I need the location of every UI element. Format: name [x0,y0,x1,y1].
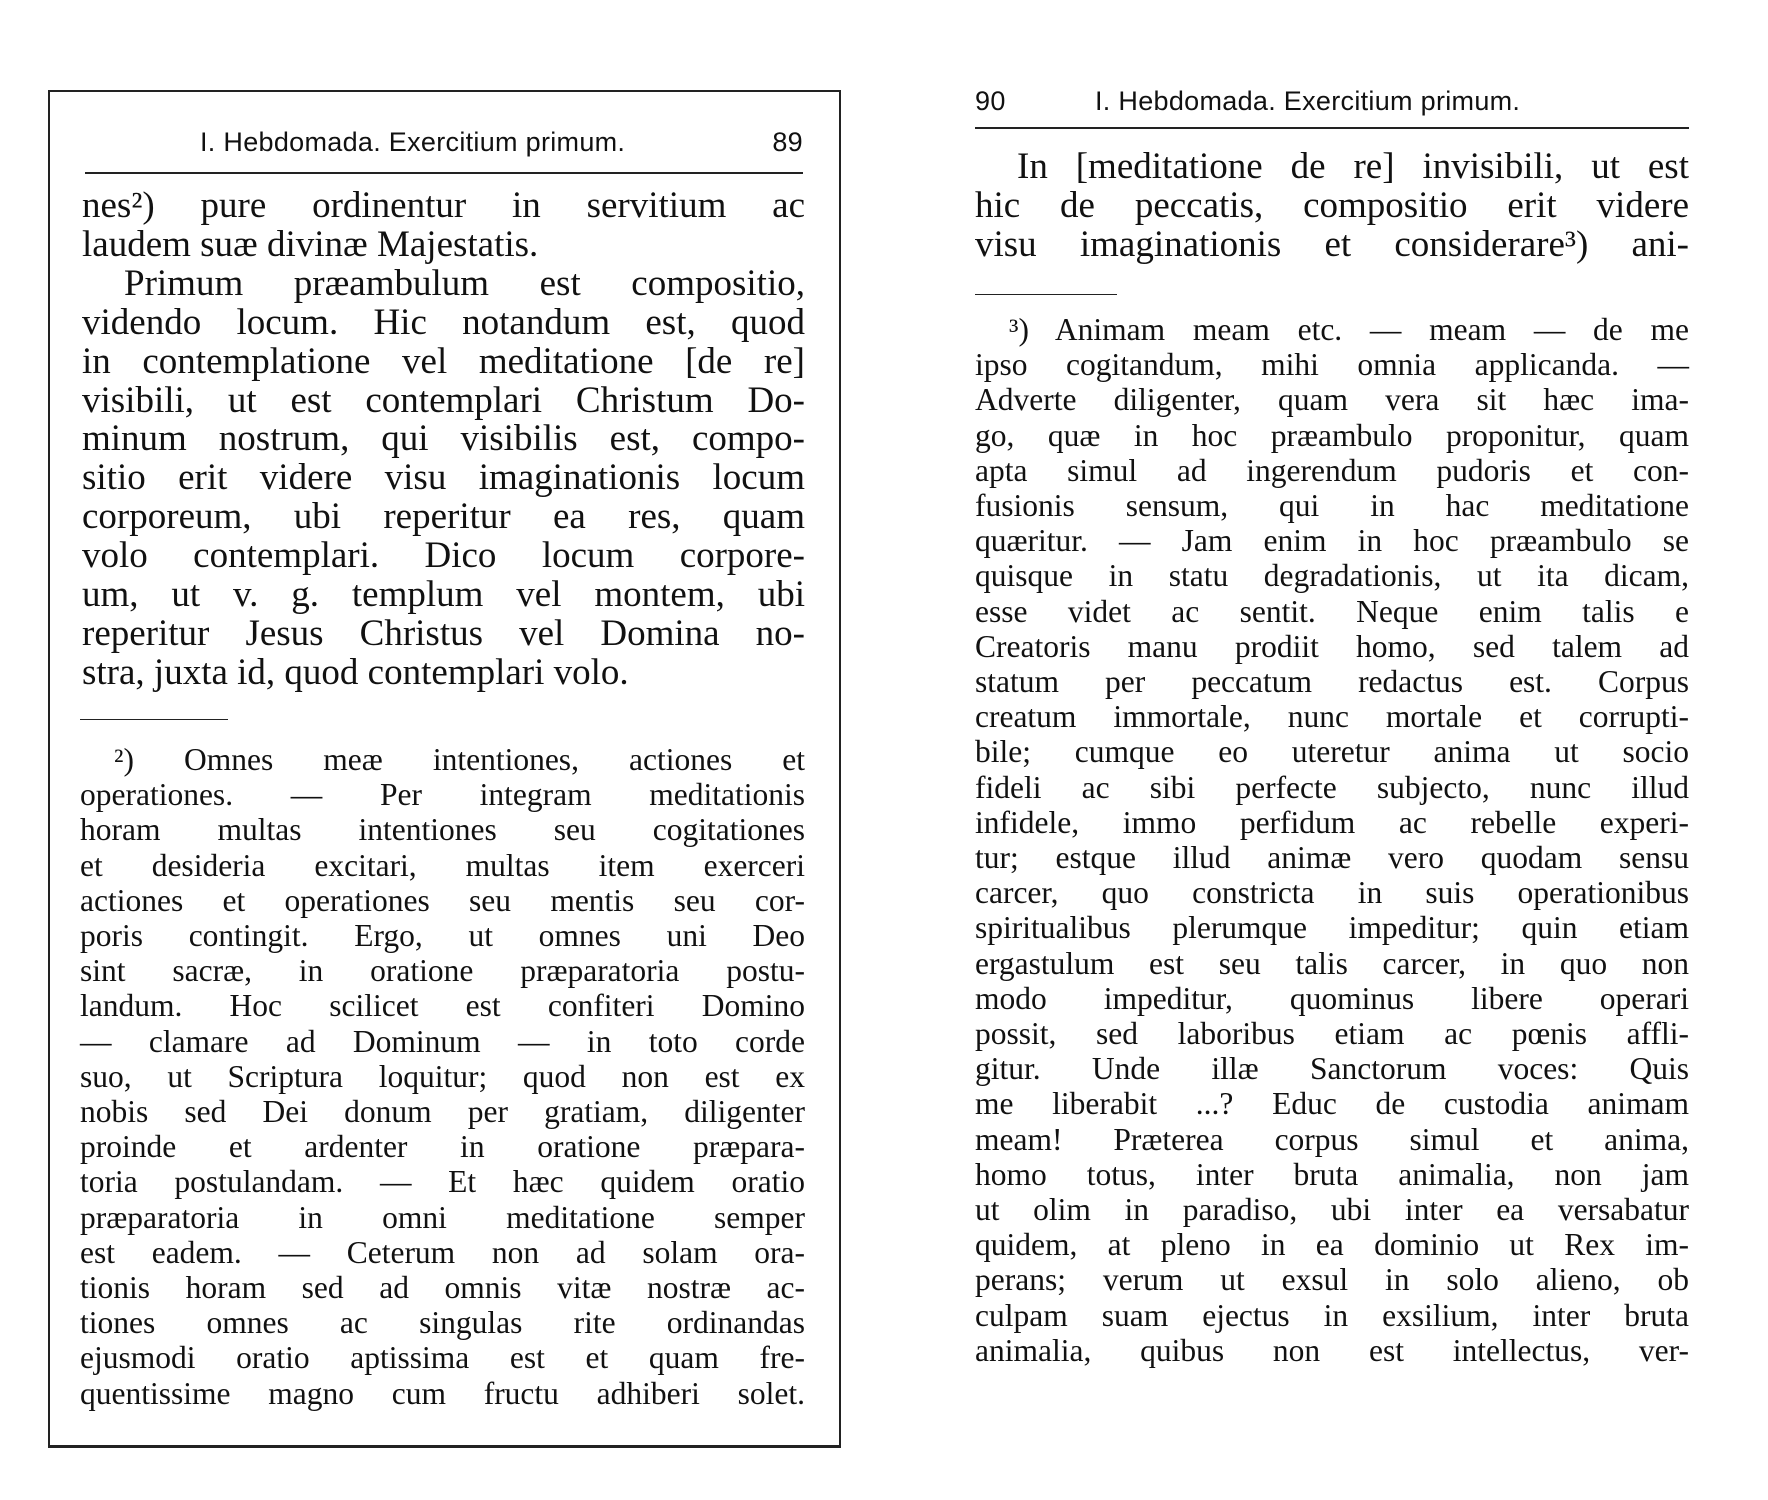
footnote-line: culpam suam ejectus in exsilium, inter bruta [975,1297,1689,1333]
footnote-line: infidele, immo perfidum ac rebelle experi- [975,804,1689,840]
footnote-line: — clamare ad Dominum — in toto corde [80,1023,805,1059]
footnote-line: apta simul ad ingerendum pudoris et con- [975,452,1689,488]
footnote-line: horam multas intentiones seu cogitationes [80,812,805,848]
text-line: in contemplatione vel meditatione [de re] [82,340,805,382]
footnote-line: homo totus, inter bruta animalia, non jam [975,1156,1689,1192]
main-text [82,187,805,693]
text-line: videndo locum. Hic notandum est, quod [82,301,805,343]
footnote-line: fideli ac sibi perfecte subjecto, nunc illud [975,769,1689,805]
text-line: Primum præambulum est compositio, [124,262,805,304]
footnote-line: suo, ut Scriptura loquitur; quod non est ex [80,1058,805,1094]
footnote-line: quæritur. — Jam enim in hoc præambulo se [975,523,1689,559]
text-line: visu imaginationis et considerare³) ani- [975,223,1689,265]
footnote-line: ²) Omnes meæ intentiones, actiones et [114,742,805,777]
text-line: minum nostrum, qui visibilis est, compo- [82,418,805,460]
footnote-line: meam! Præterea corpus simul et anima, [975,1121,1689,1157]
text-line: laudem suæ divinæ Majestatis. [82,223,539,265]
footnote-line: esse videt ac sentit. Neque enim talis e [975,593,1689,629]
text-line: nes²) pure ordinentur in servitium ac [82,185,805,226]
footnote-line: animalia, quibus non est intellectus, ver- [975,1332,1689,1368]
footnote-line: possit, sed laboribus etiam ac pœnis affli- [975,1016,1689,1052]
header-rule [85,172,803,174]
footnote-line: landum. Hoc scilicet est confiteri Domino [80,988,805,1024]
footnote-line: toria postulandam. — Et hæc quidem oratio [80,1164,805,1200]
page-number: 89 [772,127,803,157]
text-line: reperitur Jesus Christus vel Domina no- [82,612,805,654]
footnote-line: perans; verum ut exsul in solo alieno, ob [975,1262,1689,1298]
footnote-line: sint sacræ, in oratione præparatoria postu- [80,953,805,989]
text-line: volo contemplari. Dico locum corpore- [82,535,805,577]
footnote-line: quentissime magno cum fructu adhiberi solet. [80,1375,805,1411]
footnote-line: modo impeditur, quominus libere operari [975,980,1689,1016]
footnote-line: tur; estque illud animæ vero quodam sensu [975,840,1689,876]
footnote-line: quisque in statu degradationis, ut ita dicam, [975,558,1689,594]
footnote-line: tiones omnes ac singulas rite ordinandas [80,1305,805,1341]
footnote-line: nobis sed Dei donum per gratiam, diligenter [80,1094,805,1130]
footnote-line: tionis horam sed ad omnis vitæ nostræ ac- [80,1270,805,1306]
text-line: sitio erit videre visu imaginationis locum [82,457,805,499]
footnote-line: et desideria excitari, multas item exerceri [80,847,805,883]
footnote-line: Creatoris manu prodiit homo, sed talem ad [975,628,1689,664]
page-number: 90 [975,86,1006,116]
footnote-line: go, quæ in hoc præambulo proponitur, quam [975,417,1689,453]
footnote-line: præparatoria in omni meditatione semper [80,1199,805,1235]
footnote-line: ipso cogitandum, mihi omnia applicanda. — [975,347,1689,383]
footnote-rule [975,294,1117,295]
text-line: visibili, ut est contemplari Christum Do- [82,379,805,421]
main-text [975,148,1689,265]
footnote-line: statum per peccatum redactus est. Corpus [975,664,1689,700]
footnote-line: operationes. — Per integram meditationis [80,777,805,813]
header-rule [975,127,1689,129]
footnote-line: gitur. Unde illæ Sanctorum voces: Quis [975,1051,1689,1087]
text-line: hic de peccatis, compositio erit videre [975,184,1689,226]
footnote-line: proinde et ardenter in oratione præpara- [80,1129,805,1165]
footnote-line: ergastulum est seu talis carcer, in quo non [975,945,1689,981]
text-line: um, ut v. g. templum vel montem, ubi [82,574,805,616]
footnote-rule [80,719,228,720]
footnote-line: spiritualibus plerumque impeditur; quin etiam [975,910,1689,946]
footnote-line: fusionis sensum, qui in hac meditatione [975,488,1689,524]
right-page [975,78,1695,1428]
footnote-line: ejusmodi oratio aptissima est et quam fre- [80,1340,805,1376]
footnote-line: quidem, at pleno in ea dominio ut Rex im- [975,1227,1689,1263]
footnote-line: bile; cumque eo uteretur anima ut socio [975,734,1689,770]
footnote-line: ³) Animam meam etc. — meam — de me [1009,312,1689,347]
footnote [975,312,1689,1368]
running-head: I. Hebdomada. Exercitium primum. [1095,86,1521,116]
text-line: corporeum, ubi reperitur ea res, quam [82,496,805,538]
text-line: In [meditatione de re] invisibili, ut est [1017,146,1689,187]
footnote-line: creatum immortale, nunc mortale et corrupti- [975,699,1689,735]
footnote-line: carcer, quo constricta in suis operationibus [975,875,1689,911]
footnote-line: actiones et operationes seu mentis seu cor- [80,882,805,918]
left-page [48,90,841,1448]
running-head: I. Hebdomada. Exercitium primum. [200,127,626,157]
footnote-line: Adverte diligenter, quam vera sit hæc ima- [975,382,1689,418]
text-line: stra, juxta id, quod contemplari volo. [82,651,629,693]
footnote [80,742,805,1411]
footnote-line: poris contingit. Ergo, ut omnes uni Deo [80,918,805,954]
footnote-line: est eadem. — Ceterum non ad solam ora- [80,1234,805,1270]
footnote-line: me liberabit ...? Educ de custodia animam [975,1086,1689,1122]
footnote-line: ut olim in paradiso, ubi inter ea versabatur [975,1192,1689,1228]
